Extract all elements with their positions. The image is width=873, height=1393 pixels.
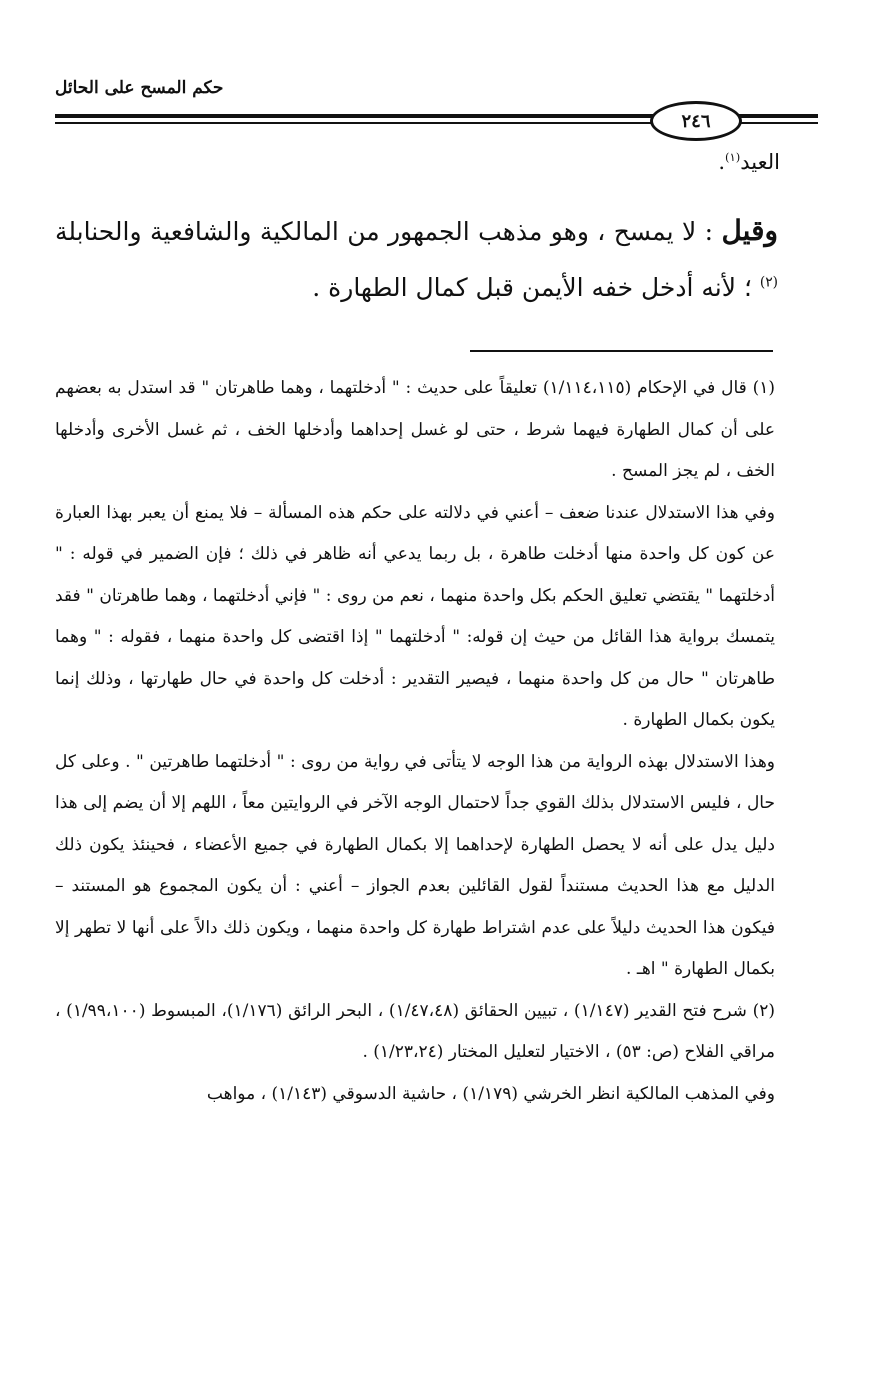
continued-line: [718, 150, 780, 174]
footnote-ref: (١): [725, 150, 741, 164]
page-number-badge: [650, 101, 742, 141]
page-number: ٢٤٦: [681, 110, 711, 132]
footnote-separator: [470, 350, 773, 352]
footnotes: [55, 368, 775, 1115]
period: .: [718, 150, 726, 174]
para-text-2: ؛ لأنه أدخل خفه الأيمن قبل كمال الطهارة .: [312, 273, 752, 302]
footnote-1-para-3: وهذا الاستدلال بهذه الرواية من هذا الوجه لا يتأتى في رواية من روى : " أدخلتهما طاهرتين " . وعلى كل حال ، فليس الاستدلال بذلك القوي جداً لاحتمال الوجه الآخر في الروايتين معاً ، اللهم إلا أن يضم إلى هذا دليل يدل على أنه لا يحصل الطهارة لإحداهما إلا بكمال الطهارة في جميع الأعضاء ، فحينئذ يكون ذلك الدليل مع هذا الحديث مستنداً لقول القائلين بعدم الجواز – أعني : أن يكون المجموع هو المستند – فيكون هذا الحديث دليلاً على عدم اشتراط طهارة كل واحدة منهما ، ويكون ذلك دالاً على أنها لا تطهر إلا بكمال الطهارة " اهـ .: [55, 751, 775, 979]
lead-word: وقيل: [721, 214, 778, 247]
footnote-1: (١) قال في الإحكام (١/١١٤،١١٥) تعليقاً على حديث : " أدخلتهما ، وهما طاهرتان " قد استدل به بعضهم على أن كمال الطهارة فيهما شرط ، حتى لو غسل إحداهما وأدخلها الخف ، ثم غسل الأخرى وأدخلها الخف ، لم يجز المسح .: [55, 378, 775, 481]
running-title: حكم المسح على الحائل: [55, 78, 224, 98]
header-rule-right: [735, 114, 818, 118]
footnote-2-para-2: وفي المذهب المالكية انظر الخرشي (١/١٧٩) ، حاشية الدسوقي (١/١٤٣) ، مواهب: [206, 1083, 775, 1104]
para-text-1: : لا يمسح ، وهو مذهب الجمهور من المالكية والشافعية والحنابلة: [55, 217, 714, 246]
main-paragraph: [55, 203, 778, 316]
footnote-1-para-2: وفي هذا الاستدلال عندنا ضعف – أعني في دلالته على حكم هذه المسألة – فلا يمنع أن يعبر بهذا العبارة عن كون كل واحدة منها أدخلت طاهرة ، بل ربما يدعي أنه ظاهر في ذلك ؛ فإن الضمير في قوله : " أدخلتهما " يقتضي تعليق الحكم بكل واحدة منهما ، نعم من روى : " فإني أدخلتهما ، وهما طاهرتان " فقد يتمسك برواية هذا القائل من حيث إن قوله: " أدخلتهما " إذا اقتضى كل واحدة منهما ، فقوله : " وهما طاهرتان " حال من كل واحدة منهما ، فيصير التقدير : أدخلت كل واحدة في حال طهارتها ، وذلك إنما يكون بكمال الطهارة .: [55, 502, 775, 730]
footnote-2: (٢) شرح فتح القدير (١/١٤٧) ، تبيين الحقائق (١/٤٧،٤٨) ، البحر الرائق (١/١٧٦)، المبسوط (١/٩٩،١٠٠) ، مراقي الفلاح (ص: ٥٣) ، الاختيار لتعليل المختار (١/٢٣،٢٤) .: [55, 1000, 776, 1062]
continued-word: العيد: [740, 150, 780, 174]
header-rule-right-thin: [735, 122, 818, 124]
footnote-ref: (٢): [759, 274, 778, 291]
